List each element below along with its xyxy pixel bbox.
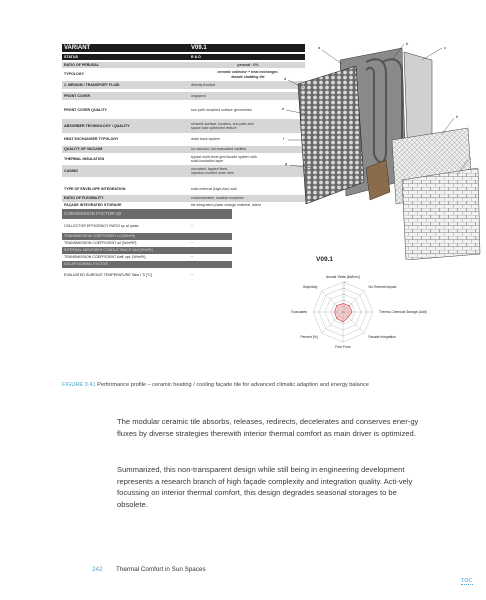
radar-chart [300,250,450,375]
radar-tick-label: 5 [343,296,345,299]
row-label: TYPOLOGY [64,72,84,77]
row-value: ~ [191,255,194,260]
svg-text:d: d [284,76,287,81]
radar-axis-label: Graphicity [302,285,318,290]
row-value: ~ [191,241,194,246]
svg-text:b: b [406,41,409,46]
radar-tick-label: 10 [343,281,346,284]
table-row [62,136,305,143]
figure-number: FIGURE 3.41 [62,382,96,388]
row-label: ABSORBER TECHNOLOGY / QUALITY [64,123,130,128]
variant-label: VARIANT [64,44,91,51]
table-row [62,202,305,209]
radar-axis-label: Annual Yields [kWh/m²] [325,275,361,279]
table-row [62,271,232,279]
row-value: typical multi-level grid facade system with solid insulation layer [191,154,257,163]
table-row [62,195,305,202]
radar-axis-label: Evacuated [291,310,307,314]
radar-tick-label: 9 [343,284,345,287]
variant-value: V09.1 [191,44,207,51]
row-value: no vacuum, not evacuated cavities [191,147,247,152]
row-value: ~ [191,223,194,228]
row-label: FAÇADE INTEGRATED STORAGE [64,203,122,208]
row-label: TRANSMISSION COEFFICIENT Aeff. opt. [W/m²K] [64,255,146,260]
row-value: directly flooded [191,82,216,87]
page-number: 242 [92,566,103,573]
row-label: THERMAL INSULATION [64,156,105,161]
row-label: TYPE OF ENVELOPE INTEGRATION [64,186,126,191]
row-label: QUALITY OF VACUUM [64,147,103,152]
table-row [62,153,305,165]
row-label: INTERNAL ABSORBER CONDUCTANCE Uint [W/m²K] [64,248,153,253]
table-row [62,233,232,240]
row-value: uncoated, lapped fixed, injection-molded outer skin [191,166,234,175]
variant-row [62,44,305,52]
row-value: unglazed [191,93,206,98]
row-label: FRONT COVER [64,93,91,98]
svg-text:a: a [318,45,321,50]
row-value: customizeable, location morphed [191,196,244,201]
row-label: COLLECTOR EFFICIENCY RATIO ηc at ηmax [64,223,139,228]
table-row [62,119,305,133]
svg-text:c: c [444,45,446,50]
table-row [62,254,232,261]
row-label: CONVERSION FACTOR η0 [64,210,122,216]
row-value: perusal : 0% [237,62,259,67]
radar-tick-label: 8 [343,287,345,290]
svg-text:e: e [282,106,285,111]
table-row [62,261,232,268]
row-value: drain back system [191,137,220,142]
row-value: R & D [191,54,201,59]
table-row [62,222,232,230]
table-row [62,185,305,193]
row-label: RATIO OF FLEXIBILITY [64,196,104,201]
table-row [62,146,305,153]
radar-series [335,304,352,322]
radar-axis-label: Free Form [335,345,351,349]
radar-title: V09.1 [316,256,333,263]
row-value: ceramic collector + heat exchanger- facade cladding tile [217,70,279,79]
svg-text:f: f [283,136,285,141]
row-label: RATIO OF PERUSAL [64,62,100,67]
radar-tick-label: 4 [343,299,345,302]
row-value: ~ [191,272,194,277]
row-label: SOLAR NORMAL FACTOR [64,262,108,267]
table-row [62,209,232,219]
radar-axis-label: Facade Integration [368,334,396,339]
row-label: CASING [64,168,78,173]
row-label: EVALUATED SURFACE TEMPERATURE Tabs / Ti [°C] [64,272,152,277]
body-paragraph: The modular ceramic tile absorbs, releases, redirects, decelerates and conserves ener-gy fluxes by diverse strategies therewith interior thermal comfort as main driver is optimized. [117,417,419,438]
row-value: tile integrated phase change material, latent [191,203,261,208]
toc-link[interactable]: TOC [461,578,473,584]
radar-axis-label: Percent [%] [300,334,318,339]
row-label: TRANSMISSION COEFFICIENT a2 [W/m²K²] [64,241,137,246]
row-label: TRANSMISSION COEFFICIENT a1 [W/m²K] [64,234,136,239]
row-value: ceramic surface, location, sun path and space load optimized texture [191,121,254,130]
variant-table [62,44,305,279]
radar-tick-label: 6 [343,293,345,296]
table-row [62,240,232,247]
svg-text:g: g [285,161,288,166]
table-row [62,92,305,100]
table-row [62,81,305,89]
radar-tick-label: 7 [343,290,345,293]
row-label: HEAT EXCHANGER TYPOLOGY [64,137,119,142]
row-label: FRONT COVER QUALITY [64,107,107,112]
tile-assembly-illustration [282,40,482,260]
row-label: STATUS [64,54,78,59]
table-row [62,106,305,114]
body-paragraph: Summarized, this non-transparent design while still being in engineering development represents a research branch of high façade complexity and integration quality. Acti-vely focussing on interior thermal comfort, this design degrades seasonal storages to be obsolete. [117,465,413,509]
table-row [62,68,305,81]
radar-axis-label: Thermo-Chemical Storage (Add) [379,310,427,314]
svg-text:h: h [456,114,459,119]
row-label: 1. MEDIUM / TRANSPORT FLUID [64,82,120,87]
table-row [62,247,232,254]
figure-caption [62,382,369,388]
svg-text:i: i [470,156,471,161]
figure-caption-text: Performance profile – ceramic heating / cooling façade tile for advanced climatic adaption and energy balance [97,382,369,388]
running-title: Thermal Comfort in Sun Spaces [116,566,206,573]
table-row [62,165,305,177]
row-value: sun path morphed surface geometries [191,107,252,112]
radar-axis-label: No Thermal Impact [368,285,397,290]
row-value: solid external (high-rise) wall [191,186,237,191]
